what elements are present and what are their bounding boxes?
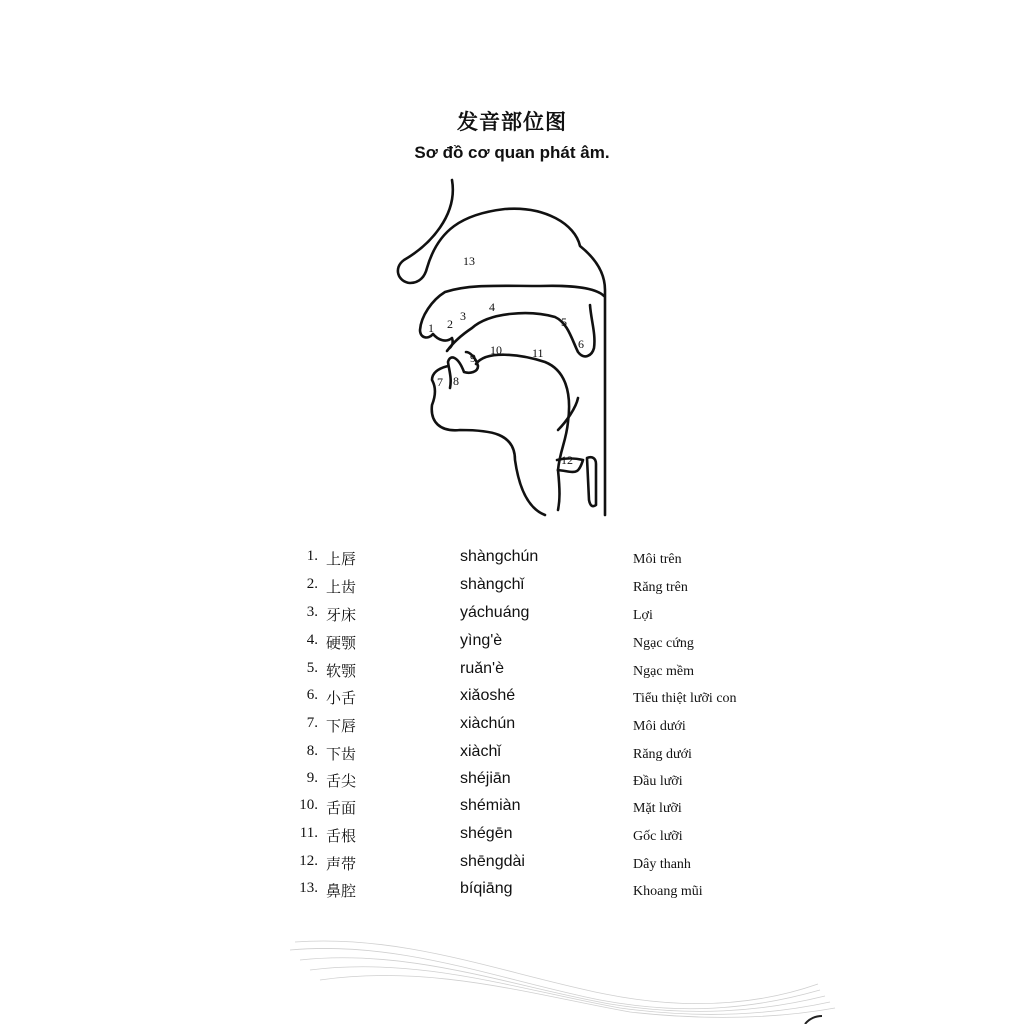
label-2: 2 (447, 317, 453, 331)
larynx (558, 470, 560, 510)
jaw-outline (432, 366, 545, 515)
row-hanzi: 鼻腔 (326, 882, 357, 900)
tongue-outline (476, 355, 569, 470)
label-4: 4 (489, 300, 495, 314)
row-hanzi: 牙床 (326, 606, 357, 624)
row-vietnamese: Khoang mũi (633, 884, 703, 899)
label-13: 13 (463, 254, 475, 268)
row-hanzi: 软颚 (326, 662, 357, 680)
vocal-tract-diagram (380, 172, 640, 522)
row-pinyin: shēngdài (460, 853, 525, 870)
table-row (290, 743, 770, 767)
page-subtitle: Sơ đồ cơ quan phát âm. (414, 143, 610, 162)
row-hanzi: 下齿 (326, 745, 357, 763)
row-pinyin: shàngchún (460, 548, 539, 565)
row-vietnamese: Răng dưới (633, 747, 692, 762)
row-vietnamese: Đầu lưỡi (633, 774, 683, 789)
table-row (290, 687, 770, 711)
label-8: 8 (453, 374, 459, 388)
table-row (290, 576, 770, 600)
row-vietnamese: Răng trên (633, 580, 688, 595)
table-row (290, 604, 770, 628)
row-pinyin: xiǎoshé (460, 687, 516, 704)
label-1: 1 (428, 321, 434, 335)
row-hanzi: 上齿 (326, 578, 357, 596)
row-pinyin: shàngchǐ (460, 576, 525, 593)
row-hanzi: 舌根 (326, 827, 357, 845)
row-vietnamese: Môi dưới (633, 719, 686, 734)
row-pinyin: shémiàn (460, 797, 521, 814)
row-vietnamese: Mặt lưỡi (633, 801, 682, 816)
table-row (290, 880, 770, 904)
row-hanzi: 声带 (326, 855, 357, 873)
row-number: 2. (306, 576, 318, 592)
table-row (290, 660, 770, 684)
row-number: 7. (306, 715, 318, 731)
row-number: 6. (306, 687, 318, 703)
row-number: 10. (299, 797, 318, 813)
table-row (290, 715, 770, 739)
row-number: 12. (299, 853, 318, 869)
label-9: 9 (470, 351, 476, 365)
row-vietnamese: Ngạc cứng (633, 636, 694, 651)
table-row (290, 548, 770, 572)
row-vietnamese: Dây thanh (633, 857, 691, 872)
row-number: 8. (306, 743, 318, 759)
row-pinyin: ruǎn'è (460, 660, 504, 677)
label-11: 11 (532, 346, 544, 360)
row-vietnamese: Tiểu thiệt lưỡi con (633, 691, 737, 706)
label-6: 6 (578, 337, 584, 351)
row-hanzi: 下唇 (326, 717, 357, 735)
row-number: 3. (306, 604, 318, 620)
row-number: 11. (299, 825, 318, 841)
row-pinyin: bíqiāng (460, 880, 513, 897)
row-pinyin: shéjiān (460, 770, 511, 787)
row-pinyin: xiàchún (460, 715, 516, 732)
row-pinyin: xiàchǐ (460, 743, 501, 760)
row-number: 4. (306, 632, 318, 648)
table-row (290, 632, 770, 656)
label-5: 5 (561, 315, 567, 329)
decorative-swoosh (280, 920, 840, 1024)
row-hanzi: 小舌 (326, 689, 357, 707)
row-pinyin: yáchuáng (460, 604, 530, 621)
table-row (290, 797, 770, 821)
row-hanzi: 舌面 (326, 799, 357, 817)
row-number: 1. (306, 548, 318, 564)
row-hanzi: 上唇 (326, 550, 357, 568)
table-row (290, 853, 770, 877)
label-12: 12 (561, 453, 573, 467)
table-row (290, 825, 770, 849)
page-title: 发音部位图 (457, 110, 567, 134)
row-hanzi: 舌尖 (326, 772, 357, 790)
label-3: 3 (460, 309, 466, 323)
trachea-wall (587, 457, 596, 506)
label-7: 7 (437, 375, 443, 389)
row-hanzi: 硬颚 (326, 634, 357, 652)
row-number: 5. (306, 660, 318, 676)
label-10: 10 (490, 343, 502, 357)
row-vietnamese: Gốc lưỡi (633, 829, 683, 844)
row-pinyin: yìng'è (460, 632, 503, 649)
row-pinyin: shégēn (460, 825, 513, 842)
row-vietnamese: Lợi (633, 608, 653, 623)
row-vietnamese: Ngạc mềm (633, 664, 695, 679)
row-number: 9. (306, 770, 318, 786)
table-row (290, 770, 770, 794)
row-vietnamese: Môi trên (633, 552, 682, 567)
row-number: 13. (299, 880, 318, 896)
